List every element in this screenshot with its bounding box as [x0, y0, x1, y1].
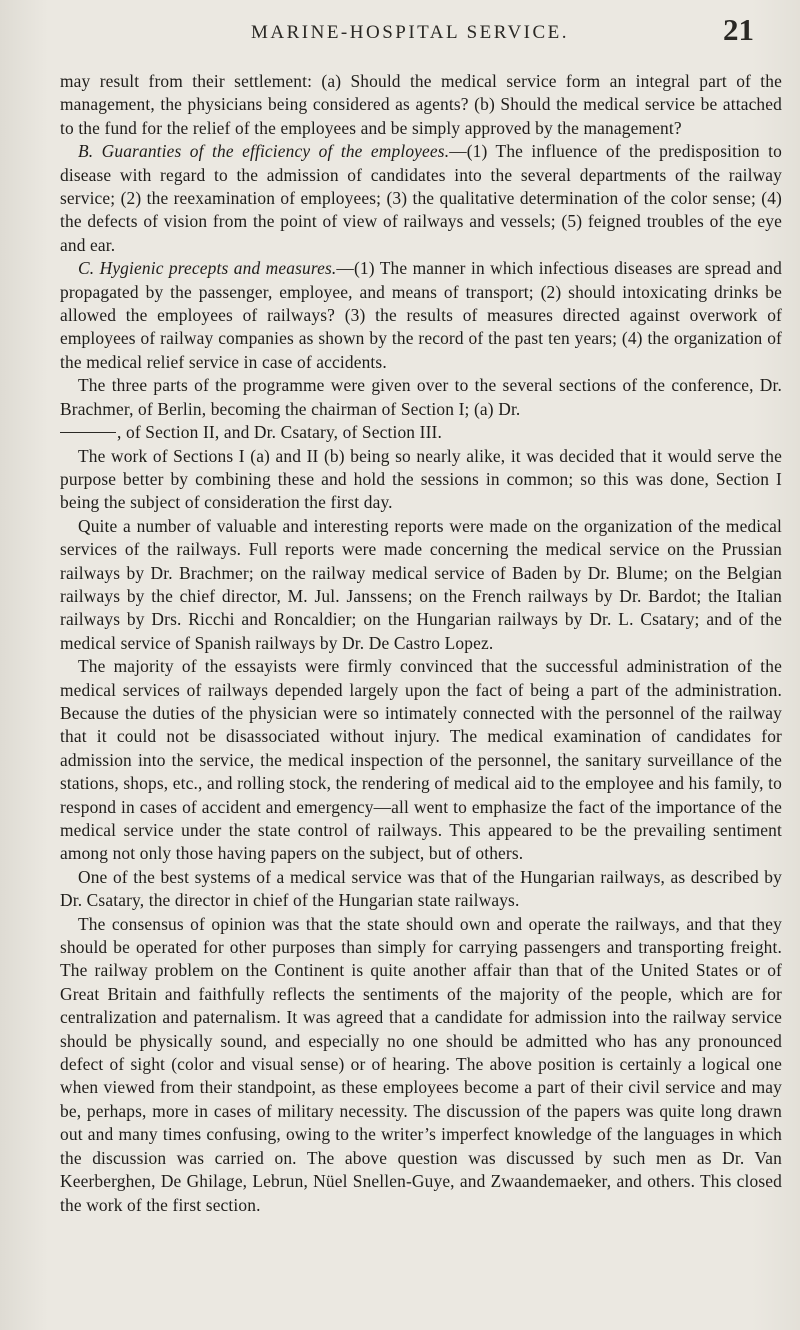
paragraph-sections-combined: [60, 445, 782, 515]
omitted-name-rule: [60, 432, 116, 433]
paragraph-essayists: [60, 655, 782, 866]
paragraph-text: may result from their settlement: (a) Should the medical service form an integral part of the management, the physicians being considered as agents? (b) Should the medical service be attached to the fund for the relief of the employees and be simply approved by the management?: [60, 71, 782, 138]
running-header: [60, 12, 760, 48]
paragraph-text: The three parts of the programme were given over to the several sections of the conference, Dr. Brachmer, of Berlin, becoming the chairman of Section I; (a) Dr.: [60, 375, 782, 419]
paragraph-section-b: [60, 140, 782, 257]
paragraph-text: Quite a number of valuable and interesting reports were made on the organization of the medical services of the railways. Full reports were made concerning the medical service on the Prussian railways by Dr. Brachmer; on the railway medical service of Baden by Dr. Blume; on the Belgian railways by the chief director, M. Jul. Janssens; on the French railways by Dr. Bardot; the Italian railways by Drs. Ricchi and Roncaldier; on the Hungarian railways by Dr. L. Csatary; and of the medical service of Spanish railways by Dr. De Castro Lopez.: [60, 515, 782, 653]
section-b-heading: B. Guaranties of the efficiency of the employees.: [78, 141, 450, 162]
paragraph-programme: [60, 374, 782, 421]
paragraph-hungarian-system: [60, 866, 782, 913]
paragraph-text: The majority of the essayists were firmly convinced that the successful administration of the medical services of railways depended largely upon the fact of being a part of the administration. Because the duties of the physician were so intimately connected with the personnel of the railway that it could not be disassociated without injury. The medical examination of candidates for admission into the service, the medical inspection of the personnel, the sanitary surveillance of the stations, shops, etc., and rolling stock, the rendering of medical aid to the employee and his family, to respond in cases of accident and emergency—all went to emphasize the fact of the importance of the medical service under the state control of railways. This appeared to be the prevailing sentiment among not only those having papers on the subject, but of others.: [60, 656, 782, 864]
running-title: MARINE-HOSPITAL SERVICE.: [250, 22, 570, 43]
paragraph-text: The consensus of opinion was that the state should own and operate the railways, and that they should be operated for other purposes than simply for carrying passengers and transporting freight. The railway problem on the Continent is quite another affair than that of the United States or of Great Britain and faithfully reflects the sentiments of the majority of the people, which are for centralization and paternalism. It was agreed that a candidate for admission into the railway service should be physically sound, and especially no one should be admitted who has any pronounced defect of sight (color and visual sense) or of hearing. The above position is certainly a logical one when viewed from their standpoint, as these employees become a part of their civil service and may be, perhaps, more in cases of military necessity. The discussion of the papers was quite long drawn out and many times confusing, owing to the writer’s imperfect knowledge of the languages in which the discussion was carried on. The above question was discussed by such men as Dr. Van Keerberghen, De Ghilage, Lebrun, Nüel Snellen-Guye, and Zwaandemaeker, and others. This closed the work of the first section.: [60, 913, 782, 1215]
paragraph-continuation: [60, 70, 782, 140]
paragraph-text: One of the best systems of a medical service was that of the Hungarian railways, as described by Dr. Csatary, the director in chief of the Hungarian state railways.: [60, 866, 782, 911]
paragraph-programme-continued: [60, 421, 782, 444]
paragraph-text: —(1) The influence of the predisposition to disease with regard to the admission of candidates into the several departments of the railway service; (2) the reexamination of employees; (3) the qualitative determination of the color sense; (4) the defects of vision from the point of view of railways and vessels; (5) feigned troubles of the eye and ear.: [60, 141, 782, 255]
paragraph-text: , of Section II, and Dr. Csatary, of Section III.: [117, 422, 442, 443]
paragraph-consensus: [60, 913, 782, 1217]
paragraph-text: The work of Sections I (a) and II (b) being so nearly alike, it was decided that it would serve the purpose better by combining these and hold the sessions in common; so this was done, Section I being the subject of consideration the first day.: [60, 445, 782, 513]
paragraph-reports: [60, 515, 782, 655]
page-number: 21: [723, 12, 754, 47]
paragraph-text: —(1) The manner in which infectious diseases are spread and propagated by the passenger, employee, and means of transport; (2) should intoxicating drinks be allowed the employees of railways? (3) the results of measures directed against overwork of employees of railway companies as shown by the record of the past ten years; (4) the organization of the medical relief service in case of accidents.: [60, 258, 782, 372]
body-text: [60, 70, 782, 1217]
paragraph-section-c: [60, 257, 782, 374]
section-c-heading: C. Hygienic precepts and measures.: [78, 258, 337, 279]
